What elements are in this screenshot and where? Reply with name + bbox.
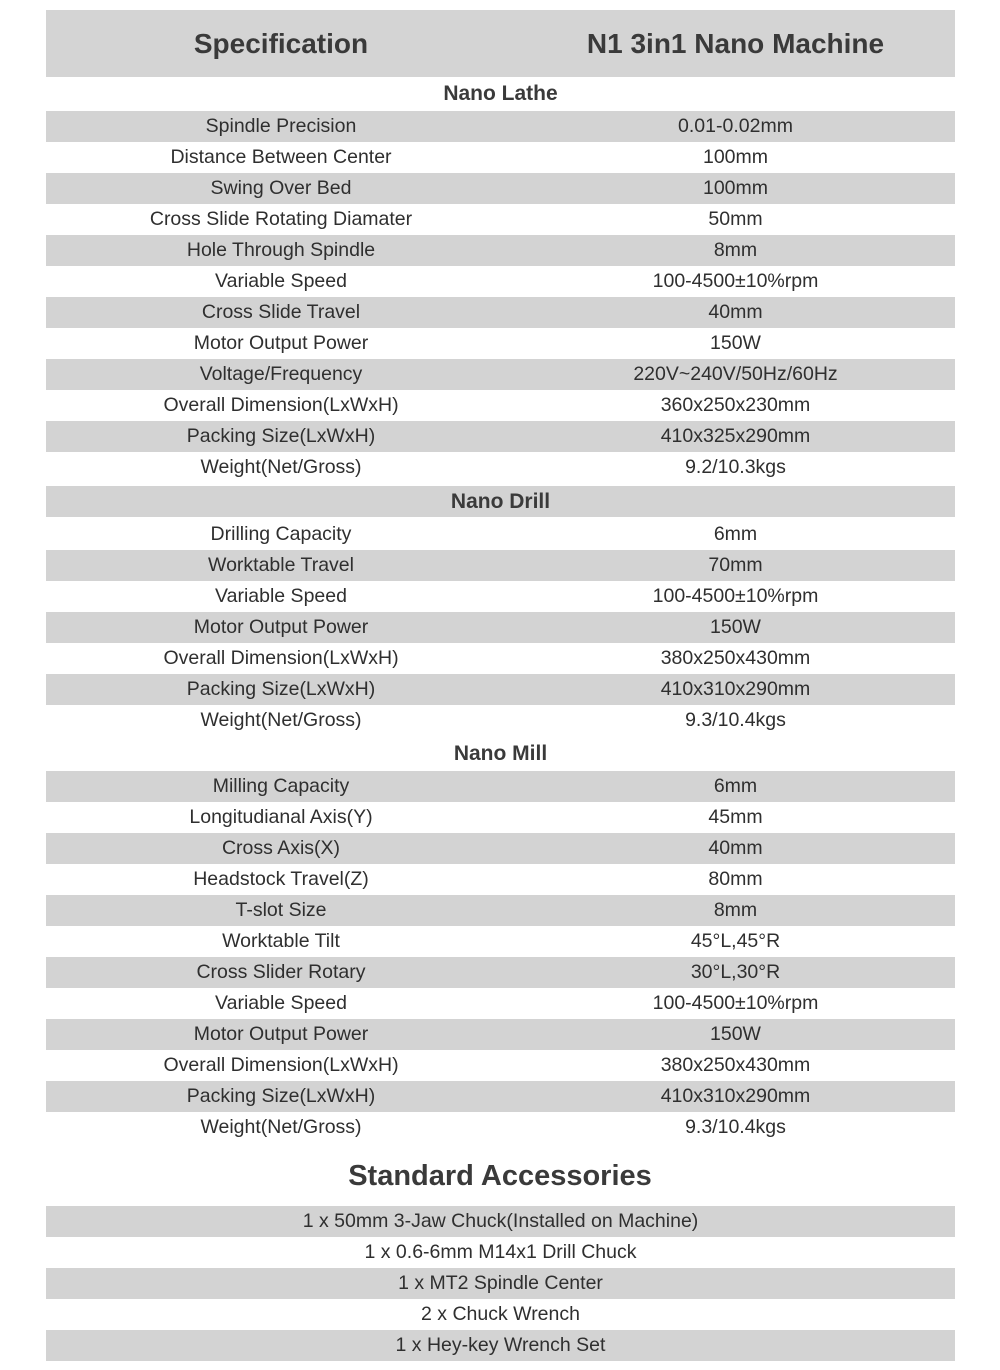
table-row — [46, 705, 955, 736]
spec-value: 410x325x290mm — [660, 425, 811, 447]
table-row — [46, 235, 955, 266]
spec-label: Weight(Net/Gross) — [200, 456, 362, 478]
table-row — [46, 550, 955, 581]
spec-value: 45°L,45°R — [690, 930, 781, 952]
spec-label: Overall Dimension(LxWxH) — [163, 1054, 399, 1076]
table-row — [46, 204, 955, 235]
spec-value: 70mm — [708, 554, 763, 576]
spec-label: Overall Dimension(LxWxH) — [163, 394, 399, 416]
spec-value: 150W — [710, 1023, 761, 1045]
spec-label: Variable Speed — [215, 992, 347, 1014]
spec-value: 40mm — [708, 837, 763, 859]
spec-label: T-slot Size — [235, 899, 327, 921]
spec-label: Longitudianal Axis(Y) — [189, 806, 373, 828]
accessory-item: 2 x Chuck Wrench — [421, 1303, 580, 1325]
spec-value: 100-4500±10%rpm — [652, 270, 819, 292]
accessory-item: 1 x MT2 Spindle Center — [46, 1268, 955, 1299]
table-row — [46, 802, 955, 833]
spec-label: Packing Size(LxWxH) — [186, 678, 376, 700]
spec-label: Milling Capacity — [212, 775, 350, 797]
table-header — [46, 10, 955, 77]
spec-label: Swing Over Bed — [210, 177, 352, 199]
spec-label: Distance Between Center — [170, 146, 392, 168]
spec-value: 410x310x290mm — [660, 1085, 811, 1107]
accessory-item: 1 x 50mm 3-Jaw Chuck(Installed on Machine) — [46, 1206, 955, 1237]
table-row — [46, 297, 955, 328]
spec-value: 8mm — [713, 899, 758, 921]
spec-value: 45mm — [708, 806, 763, 828]
spec-value: 40mm — [708, 301, 763, 323]
spec-value: 150W — [710, 332, 761, 354]
spec-value: 360x250x230mm — [660, 394, 811, 416]
section-title: Nano Drill — [46, 486, 955, 517]
spec-value: 100-4500±10%rpm — [652, 585, 819, 607]
table-row — [46, 519, 955, 550]
spec-value: 220V~240V/50Hz/60Hz — [633, 363, 838, 385]
spec-label: Variable Speed — [215, 585, 347, 607]
spec-label: Variable Speed — [215, 270, 347, 292]
spec-label: Motor Output Power — [193, 332, 369, 354]
spec-value: 6mm — [713, 523, 758, 545]
header-specification: Specification — [193, 27, 369, 59]
table-row — [46, 864, 955, 895]
spec-value: 100-4500±10%rpm — [652, 992, 819, 1014]
spec-label: Overall Dimension(LxWxH) — [163, 647, 399, 669]
spec-label: Weight(Net/Gross) — [200, 1116, 362, 1138]
spec-value: 0.01-0.02mm — [678, 115, 793, 137]
spec-label: Hole Through Spindle — [186, 239, 376, 261]
accessory-item: 1 x Hey-key Wrench Set — [46, 1330, 955, 1361]
table-row — [46, 142, 955, 173]
spec-value: 9.3/10.4kgs — [685, 709, 786, 731]
table-row — [46, 452, 955, 483]
spec-value: 8mm — [713, 239, 758, 261]
table-row — [46, 674, 955, 705]
table-row — [46, 1019, 955, 1050]
spec-label: Cross Axis(X) — [221, 837, 341, 859]
spec-label: Voltage/Frequency — [199, 363, 363, 385]
table-row — [46, 612, 955, 643]
spec-label: Motor Output Power — [193, 616, 369, 638]
spec-label: Packing Size(LxWxH) — [186, 1085, 376, 1107]
spec-label: Cross Slider Rotary — [196, 961, 366, 983]
accessories-title: Standard Accessories — [348, 1160, 652, 1192]
table-row — [46, 1050, 955, 1081]
spec-label: Drilling Capacity — [210, 523, 352, 545]
table-row — [46, 359, 955, 390]
spec-value: 100mm — [702, 177, 769, 199]
spec-value: 100mm — [702, 146, 769, 168]
table-row — [46, 833, 955, 864]
table-row — [46, 926, 955, 957]
table-row — [46, 266, 955, 297]
table-row — [46, 771, 955, 802]
spec-label: Motor Output Power — [193, 1023, 369, 1045]
table-row — [46, 988, 955, 1019]
table-row — [46, 328, 955, 359]
table-row — [46, 643, 955, 674]
spec-value: 9.2/10.3kgs — [685, 456, 786, 478]
spec-value: 80mm — [708, 868, 763, 890]
section-title: Nano Mill — [453, 741, 548, 765]
table-row — [46, 111, 955, 142]
table-row — [46, 421, 955, 452]
spec-label: Headstock Travel(Z) — [193, 868, 369, 890]
spec-value: 380x250x430mm — [660, 647, 811, 669]
spec-label: Weight(Net/Gross) — [200, 709, 362, 731]
section-title: Nano Lathe — [443, 81, 558, 105]
table-row — [46, 1081, 955, 1112]
spec-value: 6mm — [713, 775, 758, 797]
spec-value: 30°L,30°R — [690, 961, 781, 983]
table-row — [46, 895, 955, 926]
table-row — [46, 581, 955, 612]
table-row — [46, 173, 955, 204]
table-row — [46, 957, 955, 988]
spec-value: 150W — [710, 616, 761, 638]
table-row — [46, 390, 955, 421]
spec-label: Cross Slide Rotating Diamater — [149, 208, 413, 230]
accessory-item: 1 x 0.6-6mm M14x1 Drill Chuck — [364, 1241, 637, 1263]
spec-label: Worktable Tilt — [222, 930, 340, 952]
spec-label: Packing Size(LxWxH) — [186, 425, 376, 447]
spec-value: 410x310x290mm — [660, 678, 811, 700]
spec-label: Cross Slide Travel — [201, 301, 361, 323]
spec-value: 380x250x430mm — [660, 1054, 811, 1076]
spec-label: Spindle Precision — [205, 115, 357, 137]
spec-value: 9.3/10.4kgs — [685, 1116, 786, 1138]
spec-value: 50mm — [708, 208, 763, 230]
spec-label: Worktable Travel — [208, 554, 354, 576]
header-model: N1 3in1 Nano Machine — [586, 27, 885, 59]
table-row — [46, 1112, 955, 1143]
